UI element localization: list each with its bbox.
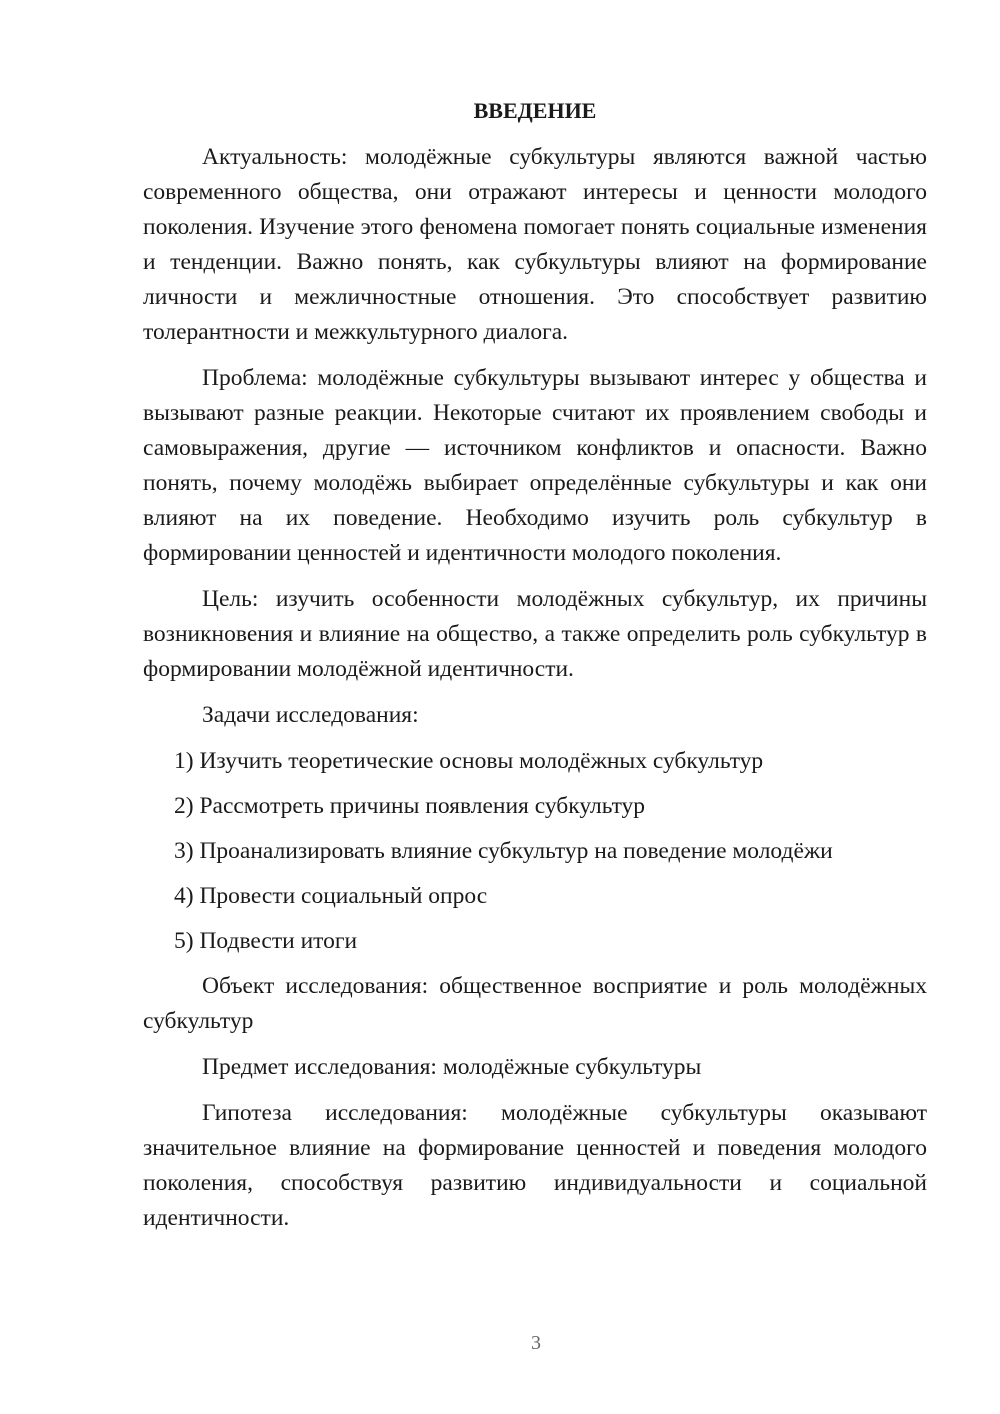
task-item-1: 1) Изучить теоретические основы молодёжных субкультур [174,748,764,774]
tasks-list [143,744,927,959]
paragraph-relevance: Актуальность: молодёжные субкультуры являются важной частью современного общества, они отражают интересы и ценности молодого поколения. Изучение этого феномена помогает понять социальные изменения и тенденции. Важно понять, как субкультуры влияют на формирование личности и межличностные отношения. Это способствует развитию толерантности и межкультурного диалога. [143,144,927,345]
task-item-2: 2) Рассмотреть причины появления субкультур [174,793,646,819]
paragraph-hypothesis: Гипотеза исследования: молодёжные субкультуры оказывают значительное влияние на формирование ценностей и поведения молодого поколения, способствуя развитию индивидуальности и социальной идентичности. [143,1100,927,1231]
page-title: ВВЕДЕНИЕ [473,98,597,123]
page-number: 3 [531,1332,541,1354]
paragraph-subject: Предмет исследования: молодёжные субкультуры [202,1054,702,1080]
paragraph-object: Объект исследования: общественное восприятие и роль молодёжных субкультур [143,973,927,1034]
task-item-5: 5) Подвести итоги [174,928,358,954]
tasks-heading: Задачи исследования: [202,702,419,728]
task-item-4: 4) Провести социальный опрос [174,883,488,909]
paragraph-goal: Цель: изучить особенности молодёжных субкультур, их причины возникновения и влияние на общество, а также определить роль субкультур в формировании молодёжной идентичности. [143,586,927,682]
paragraph-problem: Проблема: молодёжные субкультуры вызывают интерес у общества и вызывают разные реакции. Некоторые считают их проявлением свободы и самовыражения, другие — источником конфликтов и опасности. Важно понять, почему молодёжь выбирает определённые субкультуры и как они влияют на их поведение. Необходимо изучить роль субкультур в формировании ценностей и идентичности молодого поколения. [143,365,927,566]
page-content [143,96,927,1247]
task-item-3: 3) Проанализировать влияние субкультур на поведение молодёжи [174,838,833,864]
